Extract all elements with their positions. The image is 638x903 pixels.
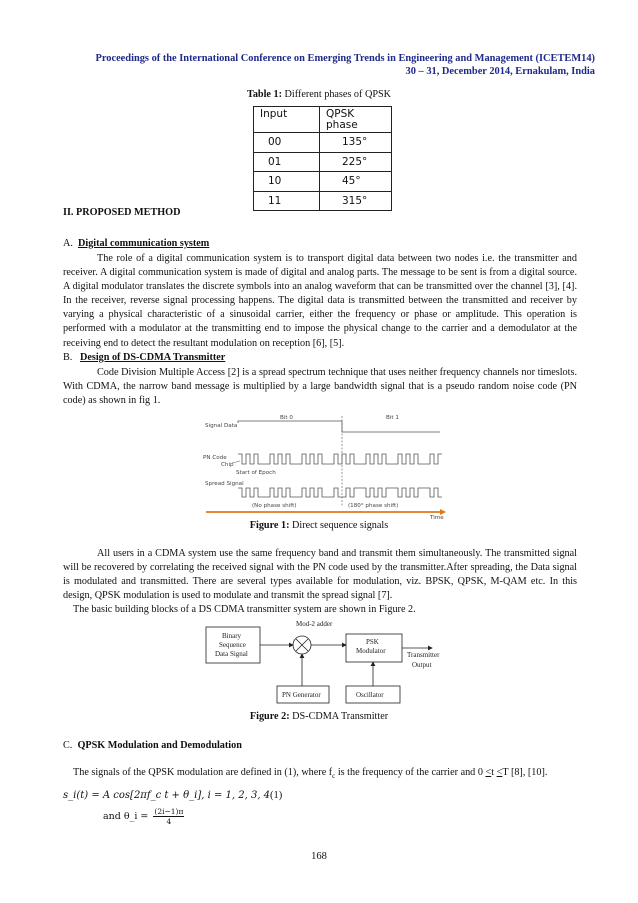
conference-header-line1: Proceedings of the International Conference on Emerging Trends in Engineering and Management (ICETEM14) [95,53,595,64]
start-epoch-label: Start of Epoch [236,470,276,476]
subsection-a-heading: A. Digital communication system [63,238,210,249]
equation-theta: and θ_i = $\frac{(2i-1)\pi}{4}$ [103,807,184,826]
equation-line1: s_i(t) = A cos[2πf_c t + θ_i], i = 1, 2, 3, 4 [63,790,271,801]
psk-label: PSK [366,638,379,646]
table-row: 00 135° [254,133,392,153]
subsection-b-heading: B. Design of DS-CDMA Transmitter [63,352,226,363]
binary-label: Binary [222,632,242,640]
paragraph-qpsk-signals: The signals of the QPSK modulation are defined in (1), where $f_c$ is the frequency of the carrier and 0 <t <T [8], [10]. [73,767,548,781]
signal-data-label: Signal Data [205,423,238,429]
phase-shift-label: (180° phase shift) [348,503,399,509]
table-header-phase: QPSK phase [320,107,392,133]
mod2-adder-label: Mod-2 adder [296,620,333,628]
table-row: 11 315° [254,191,392,211]
conference-header-line2: 30 – 31, December 2014, Ernakulam, India [405,66,595,77]
paragraph-cdma-users: All users in a CDMA system use the same frequency band and transmit them simultaneously. The transmitted signal will be recovered by correlating the received signal with the PN code used by the transmitter.After spreading, the Data signal is modulated and transmitted. There are several types available for modulation, viz. BPSK, QPSK, M-QAM etc. In this design, QPSK modulation is used to modulate and transmit the spread signal [7]. [63,548,577,602]
transmitter-label: Transmitter [407,651,440,659]
section-heading: II. PROPOSED METHOD [63,207,181,218]
table-row: 01 225° [254,152,392,172]
figure1-caption: Figure 1: Direct sequence signals [249,520,389,531]
chip-label: Chip [221,462,234,468]
paragraph-digital-comm: The role of a digital communication system is to transport digital data between two nodes i.e. the transmitter and receiver. A digital communication system is made of digital and analog parts. The message to be sent is from a digital source. A digital modulator translates the discrete symbols into an analog waveform that can be transmitted over the channel [3], [4]. In the receiver, reverse signal processing happens. The digital data is transmitted between the transmitted and receiver by varying a physical characteristic of a sinusoidal carrier, either the frequency or phase or amplitude. This operation is performed with a modulator at the transmitting end to impose the physical change to the carrier and a demodulator at the receiving end to detect the resultant modulation on reception [6], [5]. [63,253,577,349]
pn-code-label: PN Code [203,455,227,461]
paragraph-cdma: Code Division Multiple Access [2] is a spread spectrum technique that uses neither frequency channels nor timeslots. With CDMA, the narrow band message is multiplied by a large bandwidth signal that is a pseudo random noise code (PN code) as shown in fig 1. [63,367,577,407]
bit0-label: Bit 0 [280,415,293,421]
pn-generator-label: PN Generator [282,691,321,699]
subsection-c-heading: C. QPSK Modulation and Demodulation [63,740,242,751]
data-signal-label: Data Signal [215,650,248,658]
output-label: Output [412,661,432,669]
paragraph-building-blocks: The basic building blocks of a DS CDMA transmitter system are shown in Figure 2. [73,604,416,615]
table-row: 10 45° [254,172,392,192]
table-header-input: Input [254,107,320,133]
oscillator-label: Oscillator [356,691,384,699]
page-number: 168 [311,851,327,862]
spread-signal-label: Spread Signal [205,481,244,487]
bit1-label: Bit 1 [386,415,399,421]
sequence-label: Sequence [219,641,246,649]
figure2-caption: Figure 2: DS-CDMA Transmitter [249,711,389,722]
no-phase-shift-label: (No phase shift) [252,503,297,509]
modulator-label: Modulator [356,647,386,655]
equation-number: (1) [270,790,283,801]
time-label: Time [430,515,444,521]
table1-caption: Table 1: Different phases of QPSK [246,89,392,100]
